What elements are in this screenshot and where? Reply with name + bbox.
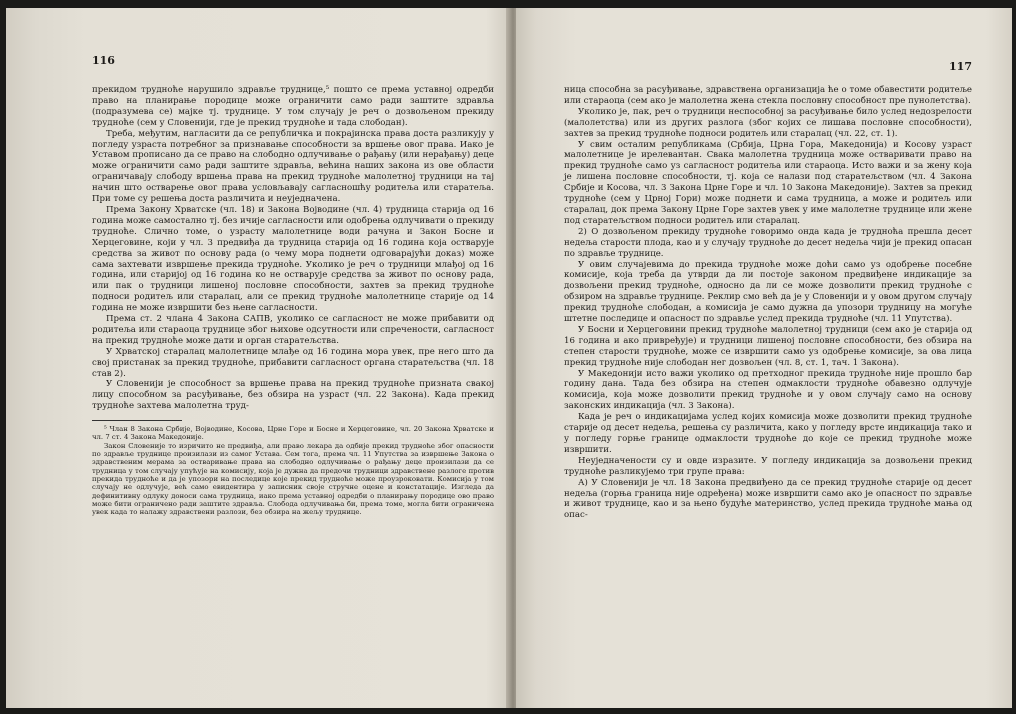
right-page — [516, 8, 1012, 708]
paragraph: У свим осталим републикама (Србија, Црна Гора, Македонија) и Косову узраст малолетнице је ирелевантан. Свака малолетна трудница може остваривати право на прекид трудноће само уз сагласност родитеља или стараоца. Исто важи и за жену која је лишена пословне способности, тј. која се налази под старатељством (чл. 4 Закона Србије и Косова, чл. 3 Закона Црне Горе и чл. 10 Закона Македоније). Захтев за прекид трудноће (сем у Црној Гори) може поднети и сама трудница, а може и родитељ или старалац, док према Закону Црне Горе захтев увек у име малолетне труднице или жене под старатељством подноси родитељ или старалац. — [564, 139, 972, 226]
left-page — [6, 8, 512, 708]
page-number: 116 — [92, 54, 115, 67]
page-number: 117 — [949, 60, 972, 73]
paragraph: Треба, међутим, нагласити да се републичка и покрајинска права доста разликују у погледу узраста потребног за признавање способности за вршење овог права. Иако је Уставом прописано да се право на слободно одлучивање о рађању (или нерађању) деце може ограничити само ради заштите здравља, већина наших закона из ове области ограничавају слободу вршења права на прекид трудноће малолетној трудници на тај начин што остварење овог права условљавају сагласношћу родитеља или старатеља. При томе су решења доста различита и неуједначена. — [92, 128, 494, 205]
paragraph: ница способна за расуђивање, здравствена организација ће о томе обавестити родитеље или стараоца (сем ако је малолетна жена стекла пословну способност пре пунолетства). — [564, 85, 972, 106]
paragraph: У Хрватској старалац малолетнице млађе од 16 година мора увек, пре него што да свој пристанак за прекид трудноће, прибавити сагласност органа старатељства (чл. 18 став 2). — [92, 346, 494, 379]
paragraph: Неуједначености су и овде изразите. У погледу индикација за дозвољени прекид трудноће разликујемо три групе права: — [564, 455, 972, 477]
footnote: Закон Словеније то изричито не предвиђа, али право лекара да одбије прекид трудноће због опасности по здравље труднице произилази из самог Устава. Сем тога, према чл. 11 Упутства за извршење Закона о здравственим мерама за остваривање права на слободно одлучивање о рађању деце произилази да се трудница у том случају упућује на комисију, која је дужна да предочи трудници здравствене разлоге против прекида трудноће и да је упозори на последице које прекид трудноће може проузроковати. Комисија у том случају не одлучује, већ само евидентира у записник своје стручне оцене и констатације. Изгледа да дефинитивну одлуку доноси сама трудница, иако према уставној одредби о планирању породице ово право може бити ограничено ради заштите здравља. Слобода одлучивања би, према томе, могла бити ограничена увек када то налажу здравствени разлози, без обзира на жељу труднице. — [92, 441, 494, 517]
paragraph: Када је реч о индикацијама услед којих комисија може дозволити прекид трудноће старије од десет недеља, решења су различита, како у погледу врсте индикација тако и у погледу горње границе одмаклости трудноће до које се прекид трудноће може извршити. — [564, 412, 972, 455]
paragraph: А) У Словенији је чл. 18 Закона предвиђено да се прекид трудноће старије од десет недеља (горња граница није одређена) може извршити само ако је опасност по здравље и живот труднице, као и за њено будуће материнство, услед прекида трудноће мања од опас- — [564, 477, 972, 521]
footnote-divider — [92, 420, 182, 421]
paragraph: У овим случајевима до прекида трудноће може доћи само уз одобрење посебне комисије, која треба да утврди да ли постоје законом предвиђене индикације за дозвољени прекид трудноће, односно да ли се може дозволити прекид трудноће с обзиром на здравље труднице. Реклир смо већ да је у Словенији и у овом другом случају прекид трудноће слободан, а комисија је само дужна да упозори трудницу на могуће штетне последице и опасност по здравље услед прекида трудноће (чл. 11 Упутства). — [564, 259, 972, 325]
paragraph: У Словенији је способност за вршење права на прекид трудноће призната свакој лицу способном за расуђивање, без обзира на узраст (чл. 22 Закона). Када прекид трудноће захтева малолетна труд- — [92, 379, 494, 412]
paragraph: прекидом трудноће нарушило здравље труднице,⁵ пошто се према уставној одредби право на планирање породице може ограничити само ради заштите здравља (подразумева се) мајке тј. труднице. У том случају је реч о дозвољеном прекиду трудноће (сем у Словенији, где је прекид трудноће и тада слободан). — [92, 85, 494, 128]
paragraph: Уколико је, пак, реч о трудници неспособној за расуђивање било услед недозрелости (малолетства) или из других разлога (због којих се лишава пословне способности), захтев за прекид трудноће подноси родитељ или старалац (чл. 22, ст. 1). — [564, 106, 972, 139]
body-text — [564, 85, 972, 521]
paragraph: У Босни и Херцеговини прекид трудноће малолетној трудници (сем ако је старија од 16 година и ако привређује) и трудници лишеној пословне способности, без обзира на степен старости трудноће, може се извршити само уз одобрење комисије, за ова лица прекид трудноће није слободан нег дозвољен (чл. 8, ст. 1, тач. 1 Закона). — [564, 324, 972, 368]
body-text — [92, 85, 494, 412]
footnotes — [92, 425, 494, 516]
paragraph: Према ст. 2 члана 4 Закона САПВ, уколико се сагласност не може прибавити од родитеља или стараоца труднице због њихове одсутности или спречености, сагласност на прекид трудноће може дати и орган старатељства. — [92, 314, 494, 346]
footnote: ⁵ Члан 8 Закона Србије, Војводине, Косова, Црне Горе и Босне и Херцеговине, чл. 20 Закона Хрватске и чл. 7 ст. 4 Закона Македоније. — [92, 425, 494, 442]
paragraph: 2) О дозвољеном прекиду трудноће говоримо онда када је трудноћа прешла десет недеља старости плода, као и у случају трудноће до десет недеља чији је прекид опасан по здравље труднице. — [564, 226, 972, 259]
paragraph: У Македонији исто важи уколико од претходног прекида трудноће није прошло бар годину дана. Тада без обзира на степен одмаклости трудноће обавезно одлучује комисија, која може дозволити прекид трудноће и у овом случају само на основу законских индикација (чл. 3 Закона). — [564, 368, 972, 412]
paragraph: Према Закону Хрватске (чл. 18) и Закона Војводине (чл. 4) трудница старија од 16 година може самостално тј. без ичије сагласности или одобрења одлучивати о прекиду трудноће. Слично томе, о узрасту малолетнице води рачуна и Закон Босне и Херцеговине, који у чл. 3 предвиђа да трудница старија од 16 година која остварује средства за живот по основу рада (о чему мора поднети одговарајући доказ) може сама захтевати извршење прекида трудноће. Уколико је реч о трудници млађој од 16 година, или старијој од 16 година ко не остварује средства за живот по основу рада, или пак о трудници лишеној пословне способности, захтев за прекид трудноће подноси родитељ или старалац, али се прекид трудноће малолетнице старије од 14 година не може извршити без њене сагласности. — [92, 204, 494, 314]
